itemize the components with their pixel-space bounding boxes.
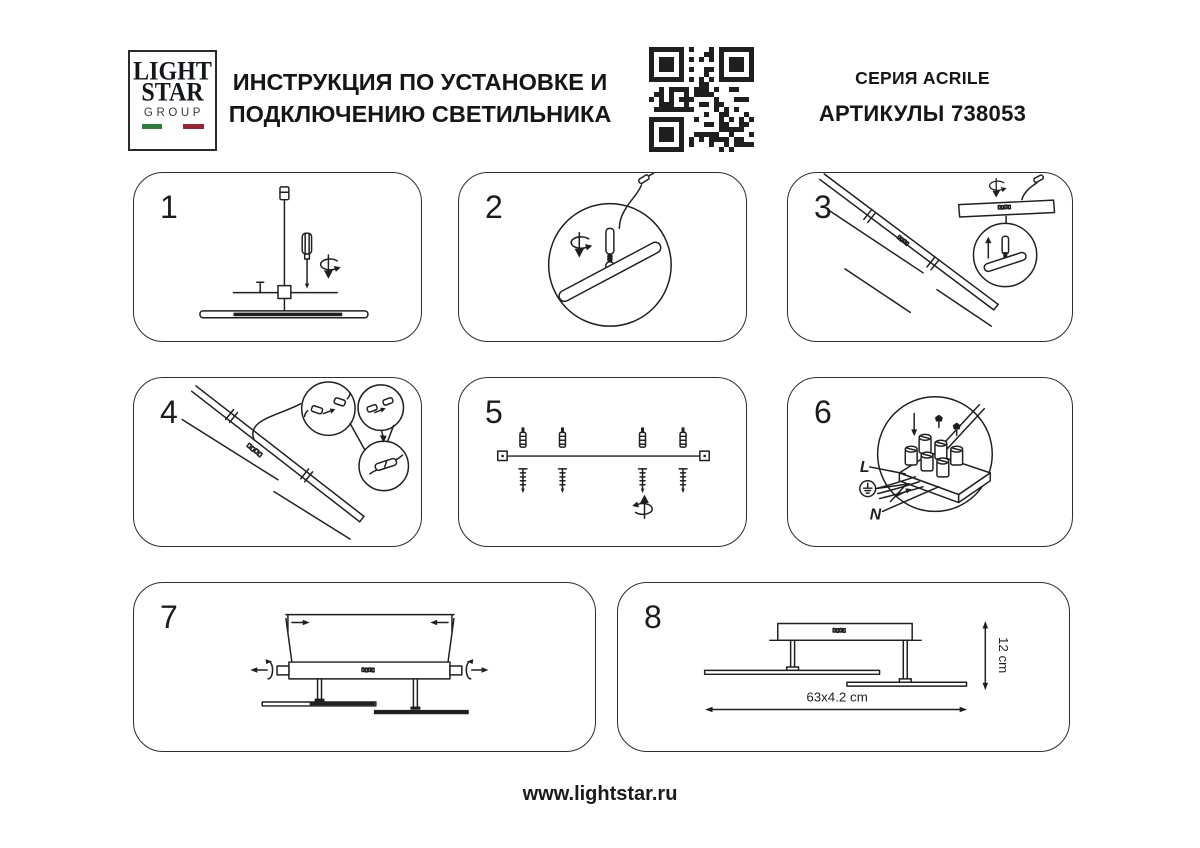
detail-circle (302, 382, 355, 435)
step-3-illustration (788, 173, 1072, 341)
twist-arrow-icon (571, 233, 592, 258)
stamp-marks (998, 205, 1010, 209)
twist-arrow-icon (990, 179, 1007, 198)
title-line-2: ПОДКЛЮЧЕНИЮ СВЕТИЛЬНИКА (228, 101, 612, 127)
screwdriver-icon (302, 233, 311, 288)
step-1-illustration (134, 173, 421, 341)
step-panel-7 (133, 582, 596, 752)
logo-word-light: LIGHT (133, 57, 212, 86)
step-panel-3 (787, 172, 1073, 342)
step-number: 2 (485, 189, 503, 225)
qr-code (649, 47, 754, 152)
website-url: www.lightstar.ru (522, 783, 678, 805)
stamp-marks (833, 628, 845, 632)
step-number: 5 (485, 394, 503, 430)
article-number: АРТИКУЛЫ 738053 (818, 101, 1027, 126)
qr-code-icon (649, 47, 754, 152)
step-8-illustration (618, 583, 1069, 751)
logo-word-star: STAR (141, 78, 204, 107)
step-panel-1 (133, 172, 422, 342)
ground-icon (860, 481, 876, 497)
step-number: 7 (160, 599, 178, 635)
step-number: 3 (814, 189, 832, 225)
title-line-1: ИНСТРУКЦИЯ ПО УСТАНОВКЕ И (232, 69, 608, 95)
step-6-illustration (788, 378, 1072, 546)
product-info (800, 68, 1045, 127)
terminal-screw (935, 415, 961, 436)
step-number: 4 (160, 394, 178, 430)
step-panel-2 (458, 172, 747, 342)
width-dimension (705, 690, 967, 713)
series-label: СЕРИЯ ACRILE (855, 68, 990, 88)
step-panel-4 (133, 377, 422, 547)
step-number: 8 (644, 599, 662, 635)
step-number: 6 (814, 394, 832, 430)
step-2-illustration (459, 173, 746, 341)
height-dimension (983, 621, 1012, 690)
stamp-marks (362, 668, 374, 672)
width-dimension-label: 63x4.2 cm (806, 689, 868, 705)
screw-icon (519, 469, 687, 493)
wall-anchor-icon (520, 427, 686, 447)
step-5-illustration (459, 378, 746, 546)
height-dimension-label: 12 cm (996, 636, 1012, 674)
step-panel-6 (787, 377, 1073, 547)
lightstar-logo (128, 50, 217, 151)
page-title (228, 66, 612, 130)
twist-arrow-icon (321, 255, 341, 279)
step-4-illustration (134, 378, 421, 546)
neutral-label: N (869, 506, 882, 524)
step-7-illustration (134, 583, 595, 751)
step-panel-8 (617, 582, 1070, 752)
step-number: 1 (160, 189, 178, 225)
detail-circle (358, 385, 403, 430)
inward-arrow-icon (292, 620, 448, 626)
rotate-axis-icon (250, 659, 272, 679)
step-panel-5 (458, 377, 747, 547)
twist-arrow-icon (632, 495, 652, 519)
logo-word-group: GROUP (143, 107, 205, 119)
line-label: L (859, 458, 870, 476)
rotate-axis-icon (466, 659, 488, 679)
italian-flag-stripe (142, 124, 204, 129)
